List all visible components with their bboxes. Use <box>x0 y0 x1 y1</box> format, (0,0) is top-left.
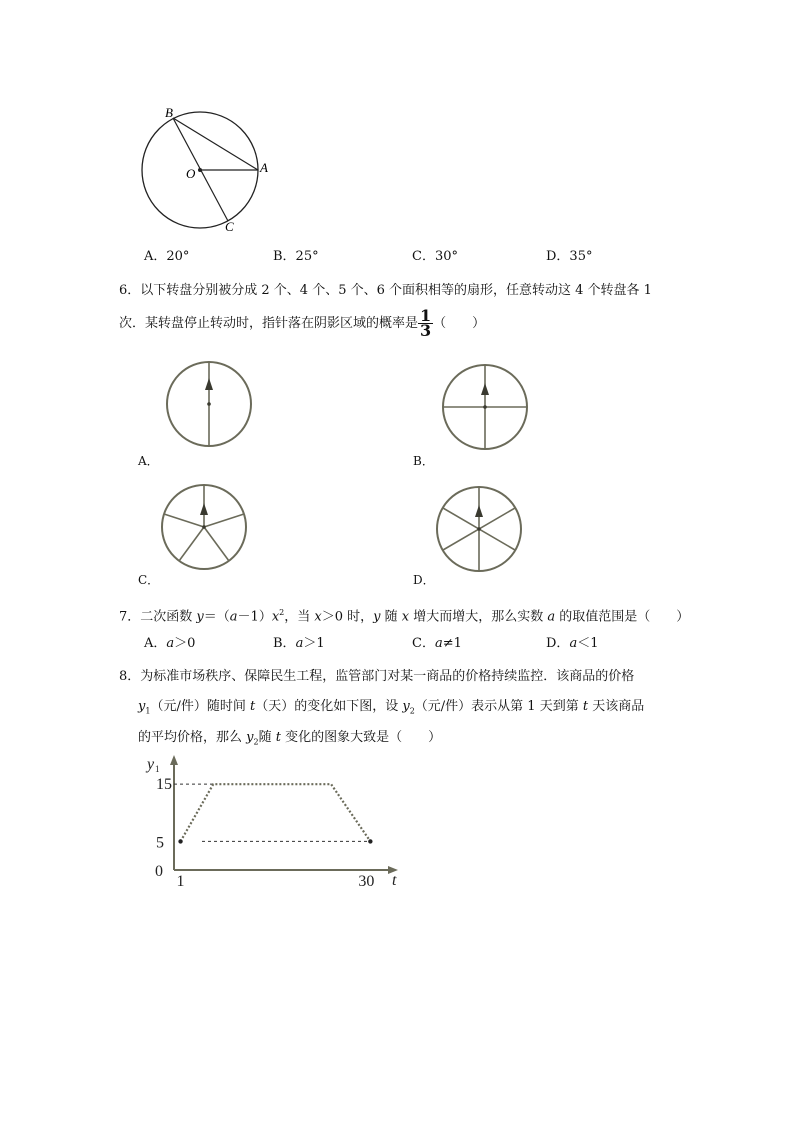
y-axis-label-sub: 1 <box>155 764 160 774</box>
q8-var-y2-sub: 2 <box>409 706 415 716</box>
q8-line3-var-t: t <box>275 730 281 745</box>
q8-text-line3c: 变化的图象大致是（ ） <box>280 730 442 745</box>
q6-spinner-a[interactable] <box>160 358 260 450</box>
y-axis-arrow <box>170 755 178 765</box>
q6-spinner-d-pointer <box>475 505 483 517</box>
q8-text-line3b: 随 <box>258 730 276 745</box>
q6-stem-line2 <box>119 306 486 340</box>
q7-text-mid: ，当 <box>284 609 315 625</box>
q7-var-x2: x <box>401 609 410 625</box>
q7-var-y2: y <box>373 609 381 625</box>
q5-label-b: B <box>165 105 173 120</box>
q5-label-o: O <box>186 166 196 181</box>
q7-cond: ＞0 时， <box>321 609 374 625</box>
q7-option-d-var: a <box>569 636 578 651</box>
q7-text-end: 增大而增大，那么实数 <box>409 609 548 625</box>
q6-spinner-b[interactable] <box>438 362 534 452</box>
q7-option-d-rel: ＜1 <box>577 636 599 651</box>
q6-spinner-c-divider-5 <box>164 514 204 527</box>
q7-var-y: y <box>196 609 204 625</box>
origin-label: 0 <box>155 863 163 880</box>
q6-label-b: B． <box>413 454 434 468</box>
x-tick-1: 1 <box>176 873 185 890</box>
y-tick-15: 15 <box>156 776 172 794</box>
q7-option-b-rel: ＞1 <box>303 636 325 651</box>
q7-option-b-var: a <box>295 636 304 651</box>
q7-text-minus: －1） <box>237 609 272 625</box>
q8-var-y2: y <box>402 699 410 714</box>
q7-text-pre: 7．二次函数 <box>119 609 197 625</box>
q7-option-b-label: B． <box>273 636 296 651</box>
q7-option-a-label: A． <box>144 636 167 651</box>
q6-fraction-numerator: 1 <box>420 306 432 325</box>
q6-spinner-a-pointer <box>205 378 213 390</box>
q8-var-y1-sub: 1 <box>145 706 151 716</box>
q7-option-c[interactable] <box>412 636 462 652</box>
q8-text-line3a: 的平均价格，那么 <box>138 730 247 745</box>
q8-line3-var-y: y <box>246 730 254 745</box>
q7-var-a2: a <box>547 609 556 625</box>
q6-spinner-c-pointer <box>200 503 208 515</box>
q8-price-chart <box>140 755 405 890</box>
q8-stem-line3 <box>138 730 441 751</box>
x-axis-label: t <box>392 872 397 889</box>
q8-text-d: （元/件）表示从第 1 天到第 <box>414 699 583 714</box>
q6-label-a: A． <box>138 454 159 468</box>
q7-option-d[interactable] <box>546 636 598 652</box>
q8-var-t: t <box>249 699 256 714</box>
q7-sui: 随 <box>380 609 402 625</box>
q5-option-b[interactable]: B．25° <box>273 249 319 264</box>
q7-stem <box>119 605 689 625</box>
q7-option-c-var: a <box>434 636 443 651</box>
q6-label-c: C． <box>138 573 160 587</box>
q7-text-eq: ＝（ <box>203 609 230 625</box>
q5-center-dot <box>198 168 202 172</box>
q7-option-d-label: D． <box>546 636 570 651</box>
q5-option-c[interactable]: C．30° <box>412 249 458 264</box>
q7-option-b[interactable] <box>273 636 325 652</box>
q8-text-c: （天）的变化如下图，设 <box>255 699 403 714</box>
q5-option-a[interactable]: A．20° <box>144 249 190 264</box>
q6-stem-line1: 6．以下转盘分别被分成 2 个、4 个、5 个、6 个面积相等的扇形，任意转动这 4 个转盘各 1 <box>119 283 652 298</box>
q6-spinner-c[interactable] <box>157 482 253 572</box>
q8-stem-line1: 8．为标准市场秩序、保障民生工程，监管部门对某一商品的价格持续监控．该商品的价格 <box>119 669 635 684</box>
q6-answer-bracket: （ ） <box>433 316 486 331</box>
q6-fraction <box>418 306 433 340</box>
x-tick-30: 30 <box>358 873 375 890</box>
q8-var-y1: y <box>138 699 146 714</box>
q7-option-a-var: a <box>166 636 175 651</box>
q6-spinner-b-pointer <box>481 383 489 395</box>
q6-spinner-a-hub <box>207 402 211 406</box>
q6-spinner-d[interactable] <box>432 484 528 574</box>
q5-option-d[interactable]: D．35° <box>546 249 593 264</box>
q8-var-t2: t <box>582 699 589 714</box>
q6-spinner-c-divider-4 <box>179 527 204 561</box>
y-tick-5: 5 <box>156 834 164 852</box>
q6-spinner-b-hub <box>483 405 487 409</box>
q5-circle-figure <box>130 100 290 240</box>
q7-tail: 的取值范围是（ ） <box>555 609 690 625</box>
q7-option-a-rel: ＞0 <box>174 636 196 651</box>
q6-spinner-c-divider-2 <box>204 514 244 527</box>
q6-spinner-d-hub <box>477 527 481 531</box>
q7-option-c-rel: ≠1 <box>442 636 462 651</box>
q7-var-a: a <box>229 609 238 625</box>
q8-text-e: 天该商品 <box>588 699 645 714</box>
data-point-start <box>178 839 182 843</box>
q6-spinner-c-divider-3 <box>204 527 229 561</box>
q7-cond-x: x <box>314 609 322 625</box>
y-axis-label: y <box>147 756 155 773</box>
q5-chord-ba <box>173 118 258 170</box>
q8-line3-var-y-sub: 2 <box>253 737 259 747</box>
q6-spinner-c-hub <box>202 525 206 529</box>
q7-option-a[interactable] <box>144 636 195 652</box>
q5-label-a: A <box>260 160 268 175</box>
q7-var-x: x <box>271 609 280 625</box>
q6-stem-text: 次．某转盘停止转动时，指针落在阴影区域的概率是 <box>119 316 419 331</box>
q7-option-c-label: C． <box>412 636 435 651</box>
q8-text-b: （元/件）随时间 <box>150 699 250 714</box>
q7-exponent: 2 <box>279 608 285 617</box>
data-point-end <box>368 839 372 843</box>
q6-label-d: D． <box>413 573 435 587</box>
q5-label-c: C <box>225 219 234 234</box>
series-line-y1 <box>181 784 371 841</box>
q6-fraction-denominator: 3 <box>420 321 432 340</box>
q8-stem-line2 <box>138 699 644 720</box>
